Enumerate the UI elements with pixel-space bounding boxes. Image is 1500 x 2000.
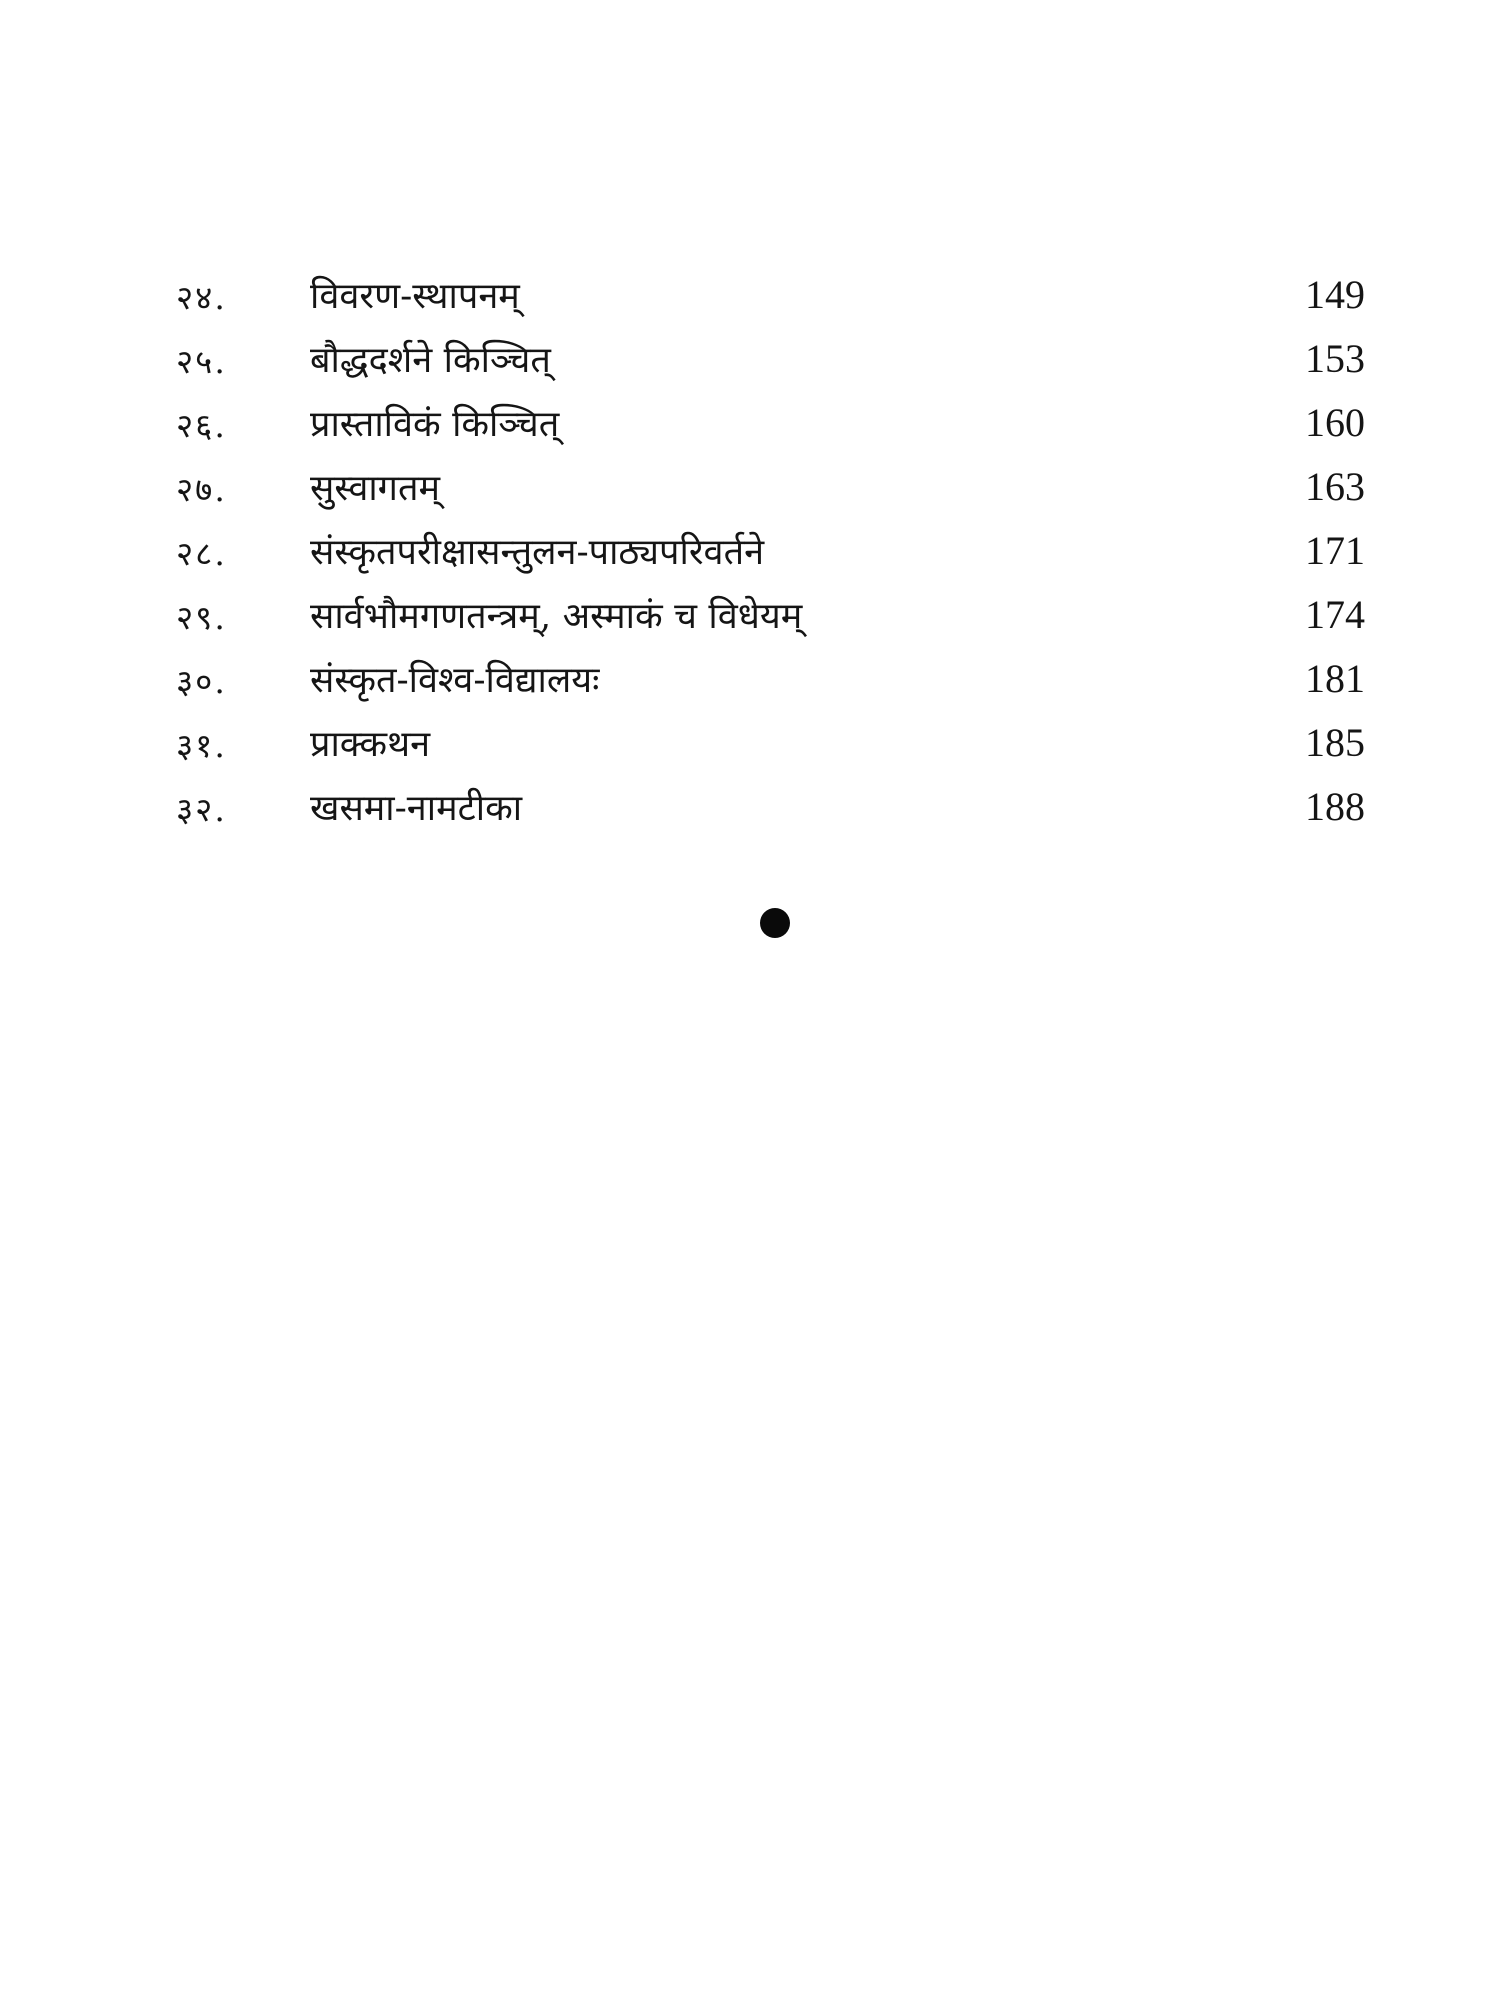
toc-entry-number: २५. — [176, 342, 227, 381]
toc-entry-page: 163 — [1305, 464, 1365, 509]
toc-entry-title: प्राक्कथन — [310, 724, 431, 765]
table-of-contents — [0, 266, 1500, 842]
toc-entry — [0, 522, 1500, 586]
toc-entry-page: 188 — [1305, 784, 1365, 829]
toc-entry-title: प्रास्ताविकं किञ्चित् — [310, 404, 560, 445]
toc-entry-number: ३१. — [176, 726, 227, 765]
toc-entry — [0, 458, 1500, 522]
toc-entry — [0, 266, 1500, 330]
toc-entry-title: खसमा-नामटीका — [310, 788, 523, 829]
toc-entry-title: सार्वभौमगणतन्त्रम्, अस्माकं च विधेयम् — [310, 596, 803, 637]
toc-entry-page: 149 — [1305, 272, 1365, 317]
toc-entry-page: 153 — [1305, 336, 1365, 381]
toc-entry-number: २७. — [176, 470, 227, 509]
toc-entry-number: ३०. — [176, 662, 227, 701]
toc-entry-number: २४. — [176, 278, 227, 317]
toc-entry-title: बौद्धदर्शने किञ्चित् — [310, 340, 551, 381]
toc-entry — [0, 714, 1500, 778]
toc-entry-number: २९. — [176, 598, 227, 637]
toc-entry-page: 181 — [1305, 656, 1365, 701]
toc-entry — [0, 330, 1500, 394]
toc-entry-title: संस्कृतपरीक्षासन्तुलन-पाठ्यपरिवर्तने — [310, 532, 765, 573]
toc-entry-page: 185 — [1305, 720, 1365, 765]
toc-entry-title: संस्कृत-विश्व-विद्यालयः — [310, 660, 600, 701]
toc-entry — [0, 586, 1500, 650]
toc-entry-title: विवरण-स्थापनम् — [310, 276, 520, 317]
toc-entry — [0, 394, 1500, 458]
toc-entry-number: ३२. — [176, 790, 227, 829]
end-bullet-icon — [760, 908, 790, 938]
toc-entry — [0, 650, 1500, 714]
toc-entry-page: 174 — [1305, 592, 1365, 637]
toc-entry-number: २८. — [176, 534, 227, 573]
toc-entry — [0, 778, 1500, 842]
toc-entry-title: सुस्वागतम् — [310, 468, 440, 509]
toc-entry-page: 160 — [1305, 400, 1365, 445]
toc-entry-page: 171 — [1305, 528, 1365, 573]
toc-entry-number: २६. — [176, 406, 227, 445]
